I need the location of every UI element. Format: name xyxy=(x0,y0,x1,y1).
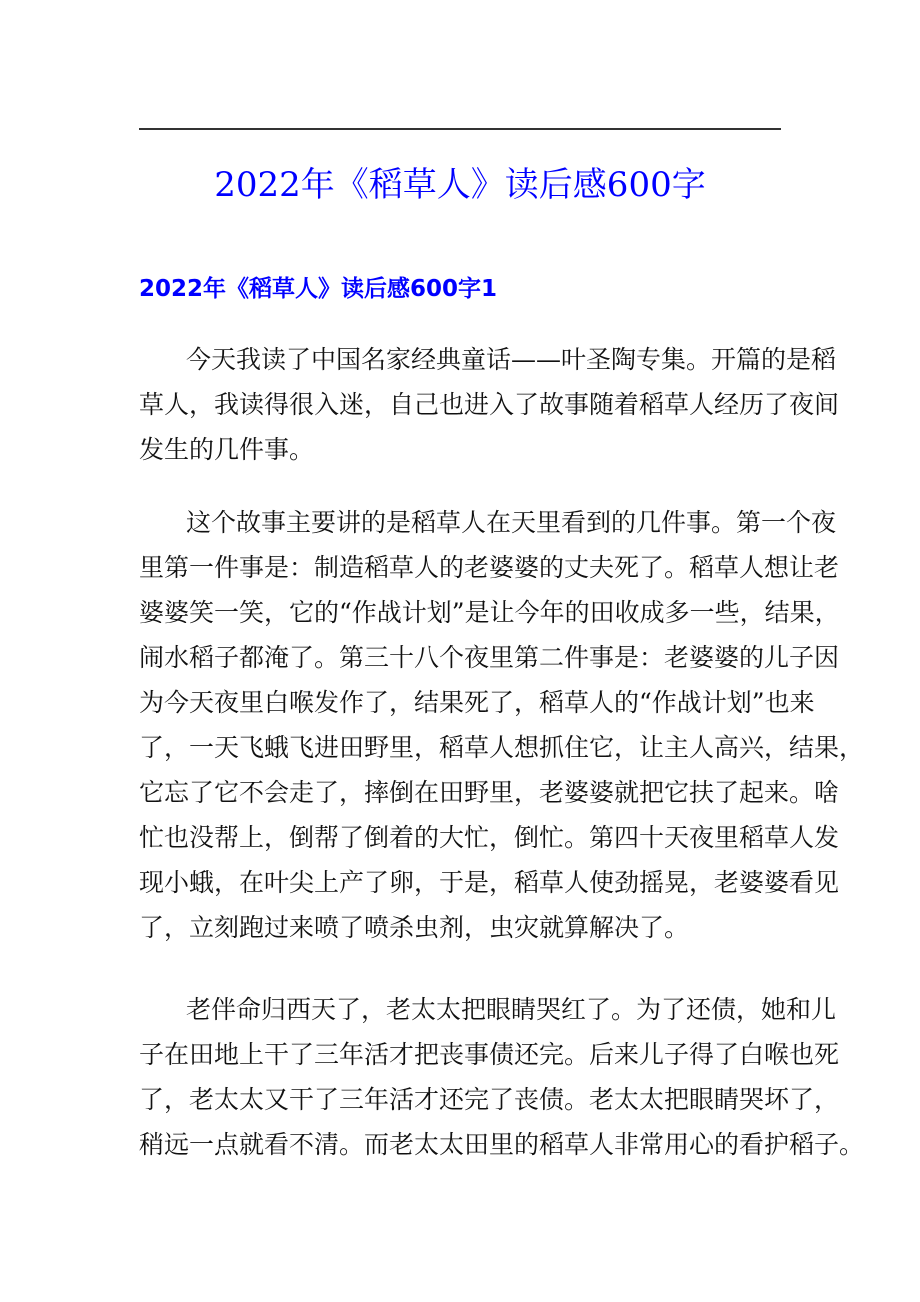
document-title: 2022年《稻草人》读后感600字 xyxy=(214,165,706,205)
paragraph-line: 闹水稻子都淹了。第三十八个夜里第二件事是：老婆婆的儿子因 xyxy=(139,643,840,672)
paragraph-line: 了，老太太又干了三年活才还完了丧债。老太太把眼睛哭坏了， xyxy=(139,1085,840,1114)
header-rule xyxy=(139,128,781,130)
paragraph-line: 了，立刻跑过来喷了喷杀虫剂，虫灾就算解决了。 xyxy=(139,913,690,942)
paragraph-line: 里第一件事是：制造稻草人的老婆婆的丈夫死了。稻草人想让老 xyxy=(139,553,840,582)
section-heading: 2022年《稻草人》读后感600字1 xyxy=(139,276,498,302)
paragraph-line: 为今天夜里白喉发作了，结果死了，稻草人的“作战计划”也来 xyxy=(139,688,815,717)
paragraph-line: 现小蛾，在叶尖上产了卵，于是，稻草人使劲摇晃，老婆婆看见 xyxy=(139,868,840,897)
paragraph-line: 子在田地上干了三年活才把丧事债还完。后来儿子得了白喉也死 xyxy=(139,1040,840,1069)
paragraph-2 xyxy=(139,500,865,950)
paragraph-line: 今天我读了中国名家经典童话——叶圣陶专集。开篇的是稻 xyxy=(186,345,837,374)
paragraph-3 xyxy=(139,987,865,1167)
paragraph-line: 忙也没帮上，倒帮了倒着的大忙，倒忙。第四十天夜里稻草人发 xyxy=(139,823,840,852)
paragraph-line: 稍远一点就看不清。而老太太田里的稻草人非常用心的看护稻子。 xyxy=(139,1130,865,1159)
paragraph-line: 这个故事主要讲的是稻草人在天里看到的几件事。第一个夜 xyxy=(186,508,837,537)
paragraph-line: 它忘了它不会走了，摔倒在田野里，老婆婆就把它扶了起来。啥 xyxy=(139,778,840,807)
paragraph-line: 草人，我读得很入迷，自己也进入了故事随着稻草人经历了夜间 xyxy=(139,390,840,419)
paragraph-line: 婆婆笑一笑，它的“作战计划”是让今年的田收成多一些，结果， xyxy=(139,598,840,627)
paragraph-line: 了，一天飞蛾飞进田野里，稻草人想抓住它，让主人高兴，结果， xyxy=(139,733,865,762)
paragraph-line: 老伴命归西天了，老太太把眼睛哭红了。为了还债，她和儿 xyxy=(186,995,837,1024)
paragraph-1 xyxy=(139,337,840,472)
paragraph-line: 发生的几件事。 xyxy=(139,435,315,464)
